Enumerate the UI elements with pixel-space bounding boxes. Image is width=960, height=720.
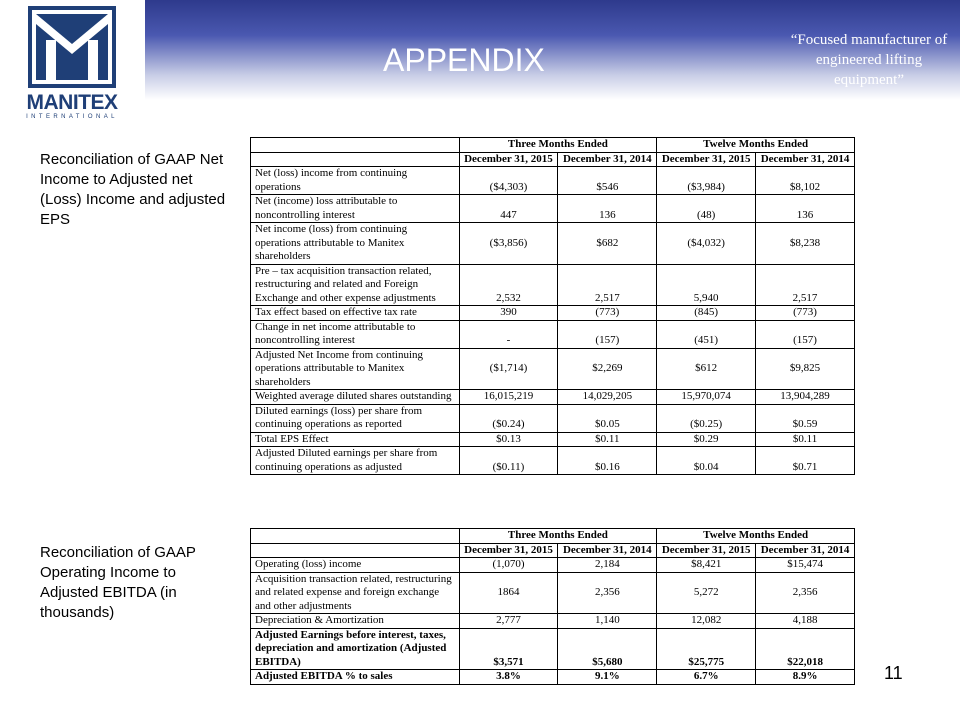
cell-value: $15,474 bbox=[756, 558, 855, 573]
cell-value: ($0.11) bbox=[459, 447, 558, 475]
cell-value: (845) bbox=[657, 306, 756, 321]
cell-value: $9,825 bbox=[756, 348, 855, 390]
table-row bbox=[251, 628, 855, 670]
cell-value: 9.1% bbox=[558, 670, 657, 685]
cell-value: $3,571 bbox=[459, 628, 558, 670]
row-label: Pre – tax acquisition transaction related, restructuring and related and Foreign Exchange and other expense adjustments bbox=[251, 264, 460, 306]
table-row bbox=[251, 306, 855, 321]
cell-value: (773) bbox=[756, 306, 855, 321]
header-blank-cell bbox=[251, 152, 460, 167]
row-label: Adjusted EBITDA % to sales bbox=[251, 670, 460, 685]
row-label: Adjusted Earnings before interest, taxes, depreciation and amortization (Adjusted EBITDA) bbox=[251, 628, 460, 670]
row-label: Adjusted Diluted earnings per share from continuing operations as adjusted bbox=[251, 447, 460, 475]
header-blank-cell bbox=[251, 529, 460, 544]
row-label: Net (income) loss attributable to noncontrolling interest bbox=[251, 195, 460, 223]
column-header: December 31, 2015 bbox=[459, 152, 558, 167]
logo-subtitle: INTERNATIONAL bbox=[26, 114, 118, 120]
table-row bbox=[251, 167, 855, 195]
row-label: Net (loss) income from continuing operations bbox=[251, 167, 460, 195]
cell-value: $8,421 bbox=[657, 558, 756, 573]
cell-value: 2,184 bbox=[558, 558, 657, 573]
cell-value: 1864 bbox=[459, 572, 558, 614]
table-row bbox=[251, 572, 855, 614]
ebitda-section-label: Reconciliation of GAAP Operating Income to Adjusted EBITDA (in thousands) bbox=[40, 544, 196, 621]
cell-value: $612 bbox=[657, 348, 756, 390]
cell-value: $25,775 bbox=[657, 628, 756, 670]
column-header: December 31, 2014 bbox=[756, 543, 855, 558]
cell-value: $546 bbox=[558, 167, 657, 195]
cell-value: ($0.24) bbox=[459, 404, 558, 432]
row-label: Depreciation & Amortization bbox=[251, 614, 460, 629]
cell-value: (48) bbox=[657, 195, 756, 223]
cell-value: $0.11 bbox=[558, 432, 657, 447]
column-header: December 31, 2014 bbox=[558, 152, 657, 167]
row-label: Weighted average diluted shares outstanding bbox=[251, 390, 460, 405]
cell-value: 2,517 bbox=[558, 264, 657, 306]
row-label: Diluted earnings (loss) per share from continuing operations as reported bbox=[251, 404, 460, 432]
cell-value: 12,082 bbox=[657, 614, 756, 629]
cell-value: ($0.25) bbox=[657, 404, 756, 432]
table-column-header-row bbox=[251, 152, 855, 167]
cell-value: 2,517 bbox=[756, 264, 855, 306]
table-row bbox=[251, 223, 855, 265]
page-number: 11 bbox=[884, 663, 903, 683]
cell-value: 15,970,074 bbox=[657, 390, 756, 405]
row-label: Adjusted Net Income from continuing operations attributable to Manitex shareholders bbox=[251, 348, 460, 390]
table-row bbox=[251, 670, 855, 685]
cell-value: 6.7% bbox=[657, 670, 756, 685]
group-header: Three Months Ended bbox=[459, 138, 657, 153]
table-row bbox=[251, 432, 855, 447]
cell-value: $2,269 bbox=[558, 348, 657, 390]
cell-value: ($4,032) bbox=[657, 223, 756, 265]
cell-value: ($3,856) bbox=[459, 223, 558, 265]
cell-value: 447 bbox=[459, 195, 558, 223]
cell-value: 2,356 bbox=[756, 572, 855, 614]
cell-value: $0.29 bbox=[657, 432, 756, 447]
group-header: Twelve Months Ended bbox=[657, 138, 855, 153]
group-header: Twelve Months Ended bbox=[657, 529, 855, 544]
cell-value: 4,188 bbox=[756, 614, 855, 629]
cell-value: ($4,303) bbox=[459, 167, 558, 195]
column-header: December 31, 2015 bbox=[459, 543, 558, 558]
cell-value: $5,680 bbox=[558, 628, 657, 670]
row-label: Total EPS Effect bbox=[251, 432, 460, 447]
cell-value: 136 bbox=[756, 195, 855, 223]
cell-value: $682 bbox=[558, 223, 657, 265]
row-label: Acquisition transaction related, restructuring and related expense and foreign exchange and other adjustments bbox=[251, 572, 460, 614]
header-blank-cell bbox=[251, 138, 460, 153]
row-label: Net income (loss) from continuing operations attributable to Manitex shareholders bbox=[251, 223, 460, 265]
cell-value: 16,015,219 bbox=[459, 390, 558, 405]
cell-value: $0.13 bbox=[459, 432, 558, 447]
cell-value: $8,238 bbox=[756, 223, 855, 265]
header-blank-cell bbox=[251, 543, 460, 558]
cell-value: 3.8% bbox=[459, 670, 558, 685]
table-column-header-row bbox=[251, 543, 855, 558]
cell-value: $8,102 bbox=[756, 167, 855, 195]
table-row bbox=[251, 348, 855, 390]
row-label: Operating (loss) income bbox=[251, 558, 460, 573]
table-row bbox=[251, 404, 855, 432]
cell-value: 2,777 bbox=[459, 614, 558, 629]
cell-value: (157) bbox=[558, 320, 657, 348]
column-header: December 31, 2014 bbox=[558, 543, 657, 558]
table-row bbox=[251, 558, 855, 573]
logo-emblem bbox=[28, 6, 116, 88]
cell-value: $0.59 bbox=[756, 404, 855, 432]
column-header: December 31, 2014 bbox=[756, 152, 855, 167]
column-header: December 31, 2015 bbox=[657, 543, 756, 558]
cell-value: 5,272 bbox=[657, 572, 756, 614]
column-header: December 31, 2015 bbox=[657, 152, 756, 167]
cell-value: 2,532 bbox=[459, 264, 558, 306]
cell-value: 2,356 bbox=[558, 572, 657, 614]
cell-value: - bbox=[459, 320, 558, 348]
tagline: “Focused manufacturer of engineered lifting equipment” bbox=[790, 32, 948, 88]
cell-value: (1,070) bbox=[459, 558, 558, 573]
ebitda-reconciliation-table bbox=[250, 528, 855, 685]
table-group-header-row bbox=[251, 138, 855, 153]
cell-value: (157) bbox=[756, 320, 855, 348]
cell-value: 14,029,205 bbox=[558, 390, 657, 405]
logo-wordmark: MANITEX bbox=[26, 91, 118, 114]
cell-value: 136 bbox=[558, 195, 657, 223]
group-header: Three Months Ended bbox=[459, 529, 657, 544]
eps-reconciliation-table bbox=[250, 137, 855, 475]
cell-value: $0.71 bbox=[756, 447, 855, 475]
cell-value: $22,018 bbox=[756, 628, 855, 670]
table-row bbox=[251, 320, 855, 348]
row-label: Tax effect based on effective tax rate bbox=[251, 306, 460, 321]
cell-value: 5,940 bbox=[657, 264, 756, 306]
cell-value: 8.9% bbox=[756, 670, 855, 685]
cell-value: $0.04 bbox=[657, 447, 756, 475]
cell-value: $0.11 bbox=[756, 432, 855, 447]
table-row bbox=[251, 614, 855, 629]
page-title: APPENDIX bbox=[383, 42, 545, 78]
cell-value: 13,904,289 bbox=[756, 390, 855, 405]
cell-value: ($1,714) bbox=[459, 348, 558, 390]
table-row bbox=[251, 447, 855, 475]
cell-value: $0.16 bbox=[558, 447, 657, 475]
cell-value: ($3,984) bbox=[657, 167, 756, 195]
company-logo bbox=[0, 0, 145, 130]
cell-value: 1,140 bbox=[558, 614, 657, 629]
row-label: Change in net income attributable to noncontrolling interest bbox=[251, 320, 460, 348]
eps-section-label: Reconciliation of GAAP Net Income to Adjusted net (Loss) Income and adjusted EPS bbox=[40, 151, 226, 228]
cell-value: (451) bbox=[657, 320, 756, 348]
table-row bbox=[251, 195, 855, 223]
cell-value: (773) bbox=[558, 306, 657, 321]
table-row bbox=[251, 264, 855, 306]
table-group-header-row bbox=[251, 529, 855, 544]
table-row bbox=[251, 390, 855, 405]
cell-value: $0.05 bbox=[558, 404, 657, 432]
cell-value: 390 bbox=[459, 306, 558, 321]
